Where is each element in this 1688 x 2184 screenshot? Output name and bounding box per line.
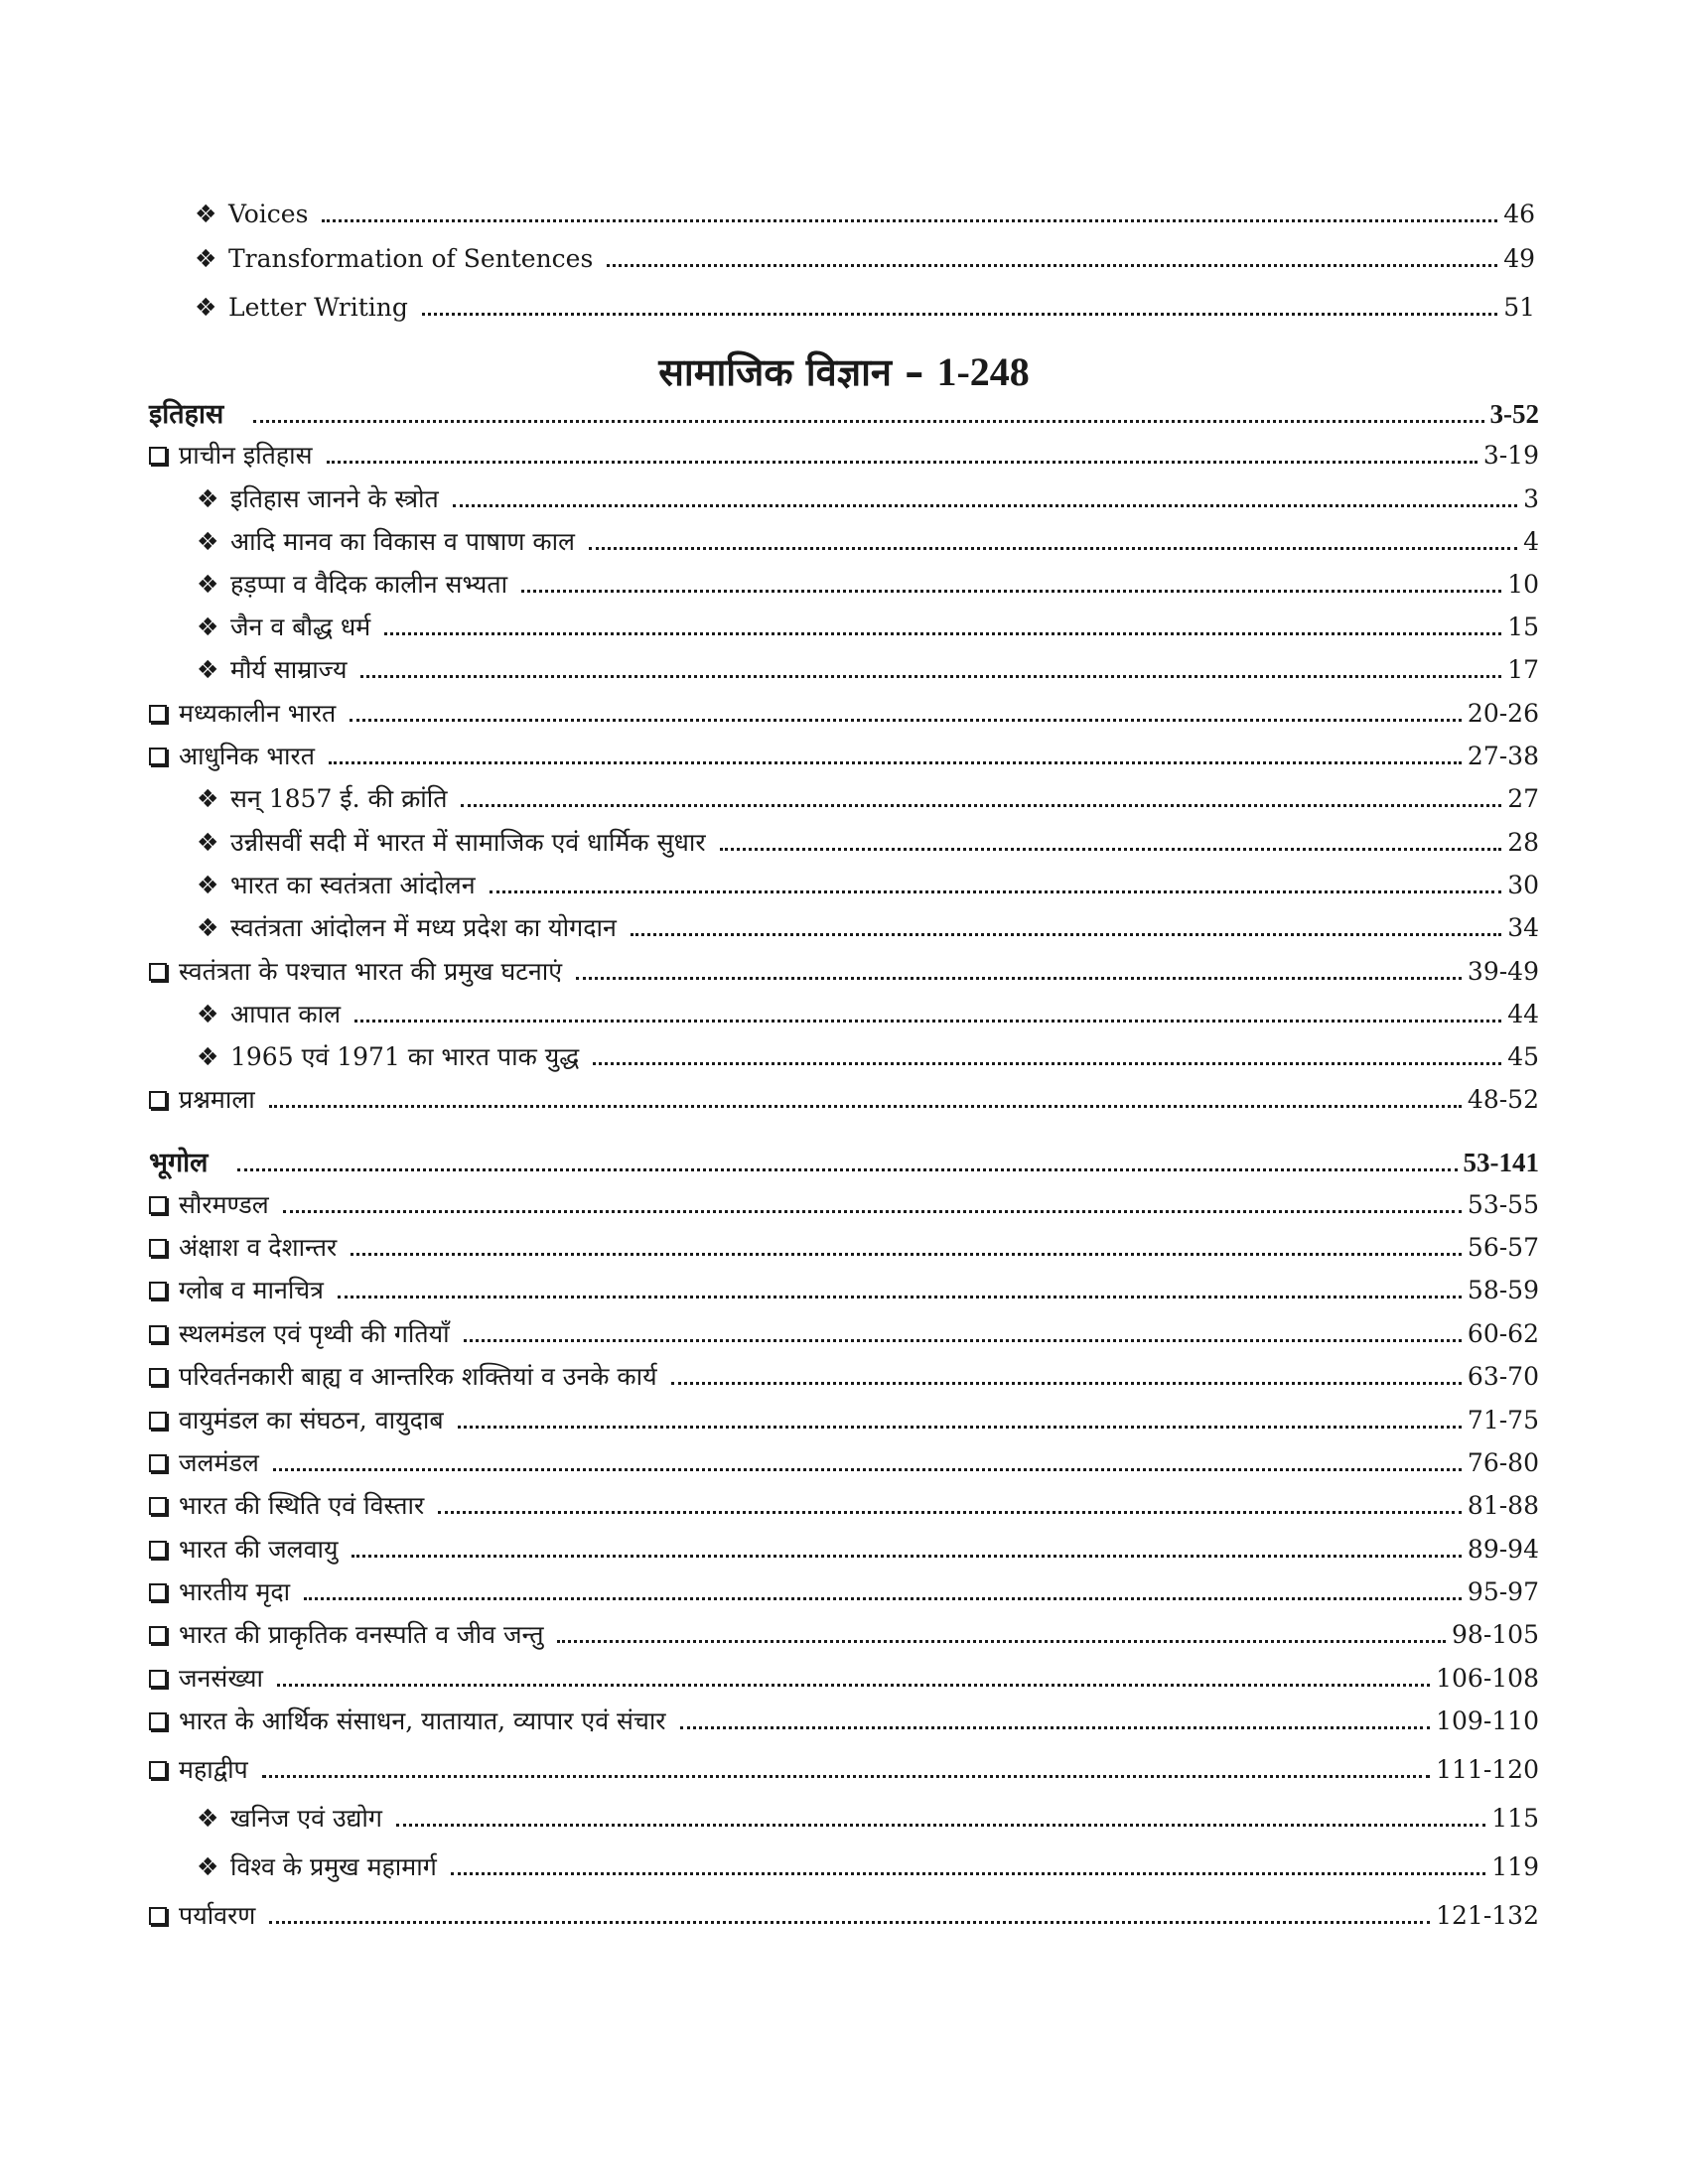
diamond-bullet-icon: ❖ (197, 613, 219, 641)
entry-page: 89-94 (1467, 1535, 1539, 1564)
entry-page: 27-38 (1467, 742, 1539, 770)
entry-title: अंक्षाश व देशान्तर (179, 1233, 338, 1262)
square-bullet-icon (149, 1188, 179, 1222)
entry-page: 56-57 (1467, 1233, 1539, 1262)
heading-title: इतिहास (149, 399, 224, 430)
diamond-bullet-icon: ❖ (197, 784, 219, 813)
entry-page: 95-97 (1467, 1577, 1539, 1606)
toc-entry (197, 998, 1539, 1031)
dot-leader (329, 761, 1462, 764)
toc-entry (195, 198, 1535, 231)
entry-page: 3-19 (1482, 441, 1539, 470)
square-bullet-icon (149, 1705, 179, 1738)
entry-title: आपात काल (230, 1000, 342, 1028)
entry-title: प्रश्नमाला (179, 1085, 255, 1114)
entry-title: 1965 एवं 1971 का भारत पाक युद्ध (230, 1042, 580, 1071)
entry-title: जलमंडल (179, 1448, 259, 1477)
toc-entry (197, 782, 1539, 816)
square-bullet-icon (149, 1231, 179, 1265)
square-bullet-icon (149, 1083, 179, 1117)
dot-leader (269, 1921, 1430, 1924)
dot-leader (269, 1105, 1462, 1108)
dot-leader (461, 804, 1501, 807)
dot-leader (589, 547, 1517, 550)
dot-leader (273, 1468, 1462, 1471)
checkbox-square-icon (149, 1541, 167, 1559)
dot-leader (351, 1253, 1462, 1256)
dot-leader (384, 632, 1501, 635)
entry-page: 63-70 (1467, 1362, 1539, 1391)
entry-page: 60-62 (1467, 1319, 1539, 1348)
section-title (0, 347, 1688, 397)
dot-leader (322, 219, 1497, 222)
toc-entry (149, 1360, 1539, 1394)
checkbox-square-icon (149, 1368, 167, 1386)
diamond-bullet-icon: ❖ (195, 200, 217, 228)
toc-entry (149, 1274, 1539, 1307)
dot-leader (253, 420, 1483, 423)
toc-entry (197, 653, 1539, 687)
checkbox-square-icon (149, 1196, 167, 1214)
dot-leader (593, 1062, 1501, 1065)
entry-page: 49 (1503, 244, 1535, 273)
diamond-bullet-icon: ❖ (197, 1804, 219, 1833)
checkbox-square-icon (149, 748, 167, 765)
entry-page: 121-132 (1436, 1901, 1539, 1930)
dot-leader (451, 1872, 1486, 1875)
entry-page: 15 (1507, 613, 1539, 641)
toc-entry (149, 1753, 1539, 1787)
chapter-heading-geography (149, 1146, 1539, 1180)
dot-leader (671, 1382, 1462, 1385)
dot-leader (360, 675, 1501, 678)
entry-title: वायुमंडल का संघठन, वायुदाब (179, 1406, 444, 1434)
entry-title: खनिज एवं उद्योग (230, 1804, 382, 1833)
square-bullet-icon (149, 1575, 179, 1609)
checkbox-square-icon (149, 1670, 167, 1688)
toc-entry (195, 291, 1535, 325)
toc-entry (149, 1188, 1539, 1222)
entry-title: प्राचीन इतिहास (179, 441, 313, 470)
toc-entry (149, 1533, 1539, 1567)
toc-entry (197, 525, 1539, 559)
entry-title: Voices (228, 200, 309, 228)
toc-entry (197, 482, 1539, 516)
entry-page: 119 (1491, 1852, 1539, 1881)
heading-title: भूगोल (149, 1148, 209, 1178)
dot-leader (237, 1168, 1457, 1171)
checkbox-square-icon (149, 705, 167, 723)
toc-entry (197, 1802, 1539, 1836)
entry-page: 106-108 (1436, 1664, 1539, 1693)
entry-page: 81-88 (1467, 1491, 1539, 1520)
entry-page: 51 (1503, 293, 1535, 322)
entry-page: 115 (1491, 1804, 1539, 1833)
entry-title: भारत की प्राकृतिक वनस्पति व जीव जन्तु (179, 1620, 544, 1649)
square-bullet-icon (149, 697, 179, 731)
entry-title: Transformation of Sentences (228, 244, 594, 273)
diamond-bullet-icon: ❖ (197, 1852, 219, 1881)
entry-page: 30 (1507, 871, 1539, 899)
entry-page: 17 (1507, 655, 1539, 684)
checkbox-square-icon (149, 1497, 167, 1515)
checkbox-square-icon (149, 1761, 167, 1779)
square-bullet-icon (149, 439, 179, 473)
toc-entry (197, 911, 1539, 945)
checkbox-square-icon (149, 1282, 167, 1299)
entry-title: सौरमण्डल (179, 1190, 269, 1219)
toc-entry (197, 1850, 1539, 1884)
dot-leader (352, 1555, 1461, 1558)
entry-title: स्थलमंडल एवं पृथ्वी की गतियाँ (179, 1319, 450, 1348)
entry-page: 71-75 (1467, 1406, 1539, 1434)
toc-entry (149, 1618, 1539, 1652)
entry-page: 27 (1507, 784, 1539, 813)
checkbox-square-icon (149, 1325, 167, 1343)
entry-title: परिवर्तनकारी बाह्य व आन्तरिक शक्तियां व उनके कार्य (179, 1362, 657, 1391)
entry-title: पर्यावरण (179, 1901, 256, 1930)
entry-title: मध्यकालीन भारत (179, 699, 337, 728)
heading-page: 3-52 (1489, 399, 1539, 429)
toc-entry (149, 1083, 1539, 1117)
toc-entry (149, 740, 1539, 773)
toc-entry (149, 1231, 1539, 1265)
toc-entry (197, 869, 1539, 902)
diamond-bullet-icon: ❖ (197, 913, 219, 942)
toc-entry (149, 1404, 1539, 1437)
entry-page: 98-105 (1452, 1620, 1539, 1649)
diamond-bullet-icon: ❖ (197, 1042, 219, 1071)
entry-page: 45 (1507, 1042, 1539, 1071)
toc-entry (197, 1040, 1539, 1074)
entry-page: 34 (1507, 913, 1539, 942)
diamond-bullet-icon: ❖ (197, 570, 219, 599)
dot-leader (354, 1020, 1501, 1023)
entry-title: विश्व के प्रमुख महामार्ग (230, 1852, 437, 1881)
toc-entry (149, 1899, 1539, 1933)
entry-title: महाद्वीप (179, 1755, 248, 1784)
dot-leader (458, 1426, 1462, 1429)
entry-title: स्वतंत्रता आंदोलन में मध्य प्रदेश का योगदान (230, 913, 617, 942)
entry-title: भारत की जलवायु (179, 1535, 339, 1564)
dot-leader (464, 1339, 1462, 1342)
square-bullet-icon (149, 1489, 179, 1523)
entry-title: जनसंख्या (179, 1664, 263, 1693)
entry-title: हड़प्पा व वैदिक कालीन सभ्यता (230, 570, 508, 599)
diamond-bullet-icon: ❖ (197, 655, 219, 684)
toc-entry (149, 1489, 1539, 1523)
checkbox-square-icon (149, 1412, 167, 1430)
dot-leader (350, 719, 1462, 722)
entry-page: 39-49 (1467, 957, 1539, 986)
entry-title: Letter Writing (228, 293, 408, 322)
dot-leader (304, 1597, 1462, 1600)
toc-entry (149, 1662, 1539, 1696)
entry-title: ग्लोब व मानचित्र (179, 1276, 324, 1304)
entry-page: 76-80 (1467, 1448, 1539, 1477)
dot-leader (327, 461, 1477, 464)
dot-leader (338, 1296, 1462, 1298)
square-bullet-icon (149, 1274, 179, 1307)
square-bullet-icon (149, 1753, 179, 1787)
diamond-bullet-icon: ❖ (197, 871, 219, 899)
entry-page: 48-52 (1467, 1085, 1539, 1114)
square-bullet-icon (149, 1899, 179, 1933)
square-bullet-icon (149, 1360, 179, 1394)
entry-title: आदि मानव का विकास व पाषाण काल (230, 527, 576, 556)
dot-leader (607, 264, 1497, 267)
toc-entry (149, 439, 1539, 473)
entry-title: मौर्य साम्राज्य (230, 655, 348, 684)
entry-title: आधुनिक भारत (179, 742, 315, 770)
entry-title: स्वतंत्रता के पश्चात भारत की प्रमुख घटनाएं (179, 957, 563, 986)
toc-entry (197, 611, 1539, 644)
square-bullet-icon (149, 740, 179, 773)
square-bullet-icon (149, 1618, 179, 1652)
toc-entry (149, 1705, 1539, 1738)
entry-page: 4 (1523, 527, 1539, 556)
toc-entry (197, 826, 1539, 860)
dot-leader (631, 933, 1501, 936)
checkbox-square-icon (149, 447, 167, 465)
checkbox-square-icon (149, 1239, 167, 1257)
toc-entry (195, 242, 1535, 276)
heading-page: 53-141 (1463, 1148, 1539, 1177)
entry-page: 46 (1503, 200, 1535, 228)
entry-title: जैन व बौद्ध धर्म (230, 613, 371, 641)
square-bullet-icon (149, 1662, 179, 1696)
entry-page: 109-110 (1436, 1706, 1539, 1735)
toc-entry (149, 955, 1539, 989)
square-bullet-icon (149, 1404, 179, 1437)
entry-title: भारत के आर्थिक संसाधन, यातायात, व्यापार एवं संचार (179, 1706, 666, 1735)
diamond-bullet-icon: ❖ (197, 527, 219, 556)
dot-leader (262, 1775, 1430, 1778)
dot-leader (453, 504, 1517, 507)
dot-leader (557, 1640, 1446, 1643)
toc-entry (197, 568, 1539, 602)
entry-page: 28 (1507, 828, 1539, 857)
square-bullet-icon (149, 1533, 179, 1567)
checkbox-square-icon (149, 1454, 167, 1472)
entry-page: 53-55 (1467, 1190, 1539, 1219)
dot-leader (396, 1824, 1485, 1827)
checkbox-square-icon (149, 1583, 167, 1601)
entry-title: भारतीय मृदा (179, 1577, 291, 1606)
entry-page: 10 (1507, 570, 1539, 599)
section-name: सामाजिक विज्ञान – (658, 350, 924, 394)
entry-page: 3 (1523, 484, 1539, 513)
entry-title: सन् 1857 ई. की क्रांति (230, 784, 448, 813)
dot-leader (438, 1511, 1462, 1514)
square-bullet-icon (149, 1446, 179, 1480)
checkbox-square-icon (149, 1626, 167, 1644)
toc-entry (149, 1317, 1539, 1351)
entry-page: 44 (1507, 1000, 1539, 1028)
dot-leader (680, 1726, 1431, 1729)
checkbox-square-icon (149, 1907, 167, 1925)
toc-entry (149, 1446, 1539, 1480)
diamond-bullet-icon: ❖ (197, 484, 219, 513)
entry-page: 111-120 (1436, 1755, 1539, 1784)
toc-entry (149, 697, 1539, 731)
entry-page: 20-26 (1467, 699, 1539, 728)
dot-leader (576, 977, 1462, 980)
dot-leader (277, 1684, 1430, 1687)
diamond-bullet-icon: ❖ (195, 293, 217, 322)
dot-leader (490, 890, 1502, 893)
entry-title: उन्नीसवीं सदी में भारत में सामाजिक एवं धार्मिक सुधार (230, 828, 706, 857)
square-bullet-icon (149, 1317, 179, 1351)
section-range: 1-248 (936, 349, 1030, 394)
checkbox-square-icon (149, 1712, 167, 1730)
checkbox-square-icon (149, 1091, 167, 1109)
dot-leader (422, 313, 1497, 316)
entry-title: भारत का स्वतंत्रता आंदोलन (230, 871, 476, 899)
entry-title: भारत की स्थिति एवं विस्तार (179, 1491, 425, 1520)
toc-entry (149, 1575, 1539, 1609)
square-bullet-icon (149, 955, 179, 989)
chapter-heading-history (149, 397, 1539, 432)
diamond-bullet-icon: ❖ (197, 1000, 219, 1028)
dot-leader (283, 1210, 1462, 1213)
dot-leader (720, 848, 1502, 851)
diamond-bullet-icon: ❖ (195, 244, 217, 273)
checkbox-square-icon (149, 963, 167, 981)
entry-page: 58-59 (1467, 1276, 1539, 1304)
dot-leader (521, 590, 1501, 593)
diamond-bullet-icon: ❖ (197, 828, 219, 857)
entry-title: इतिहास जानने के स्त्रोत (230, 484, 439, 513)
